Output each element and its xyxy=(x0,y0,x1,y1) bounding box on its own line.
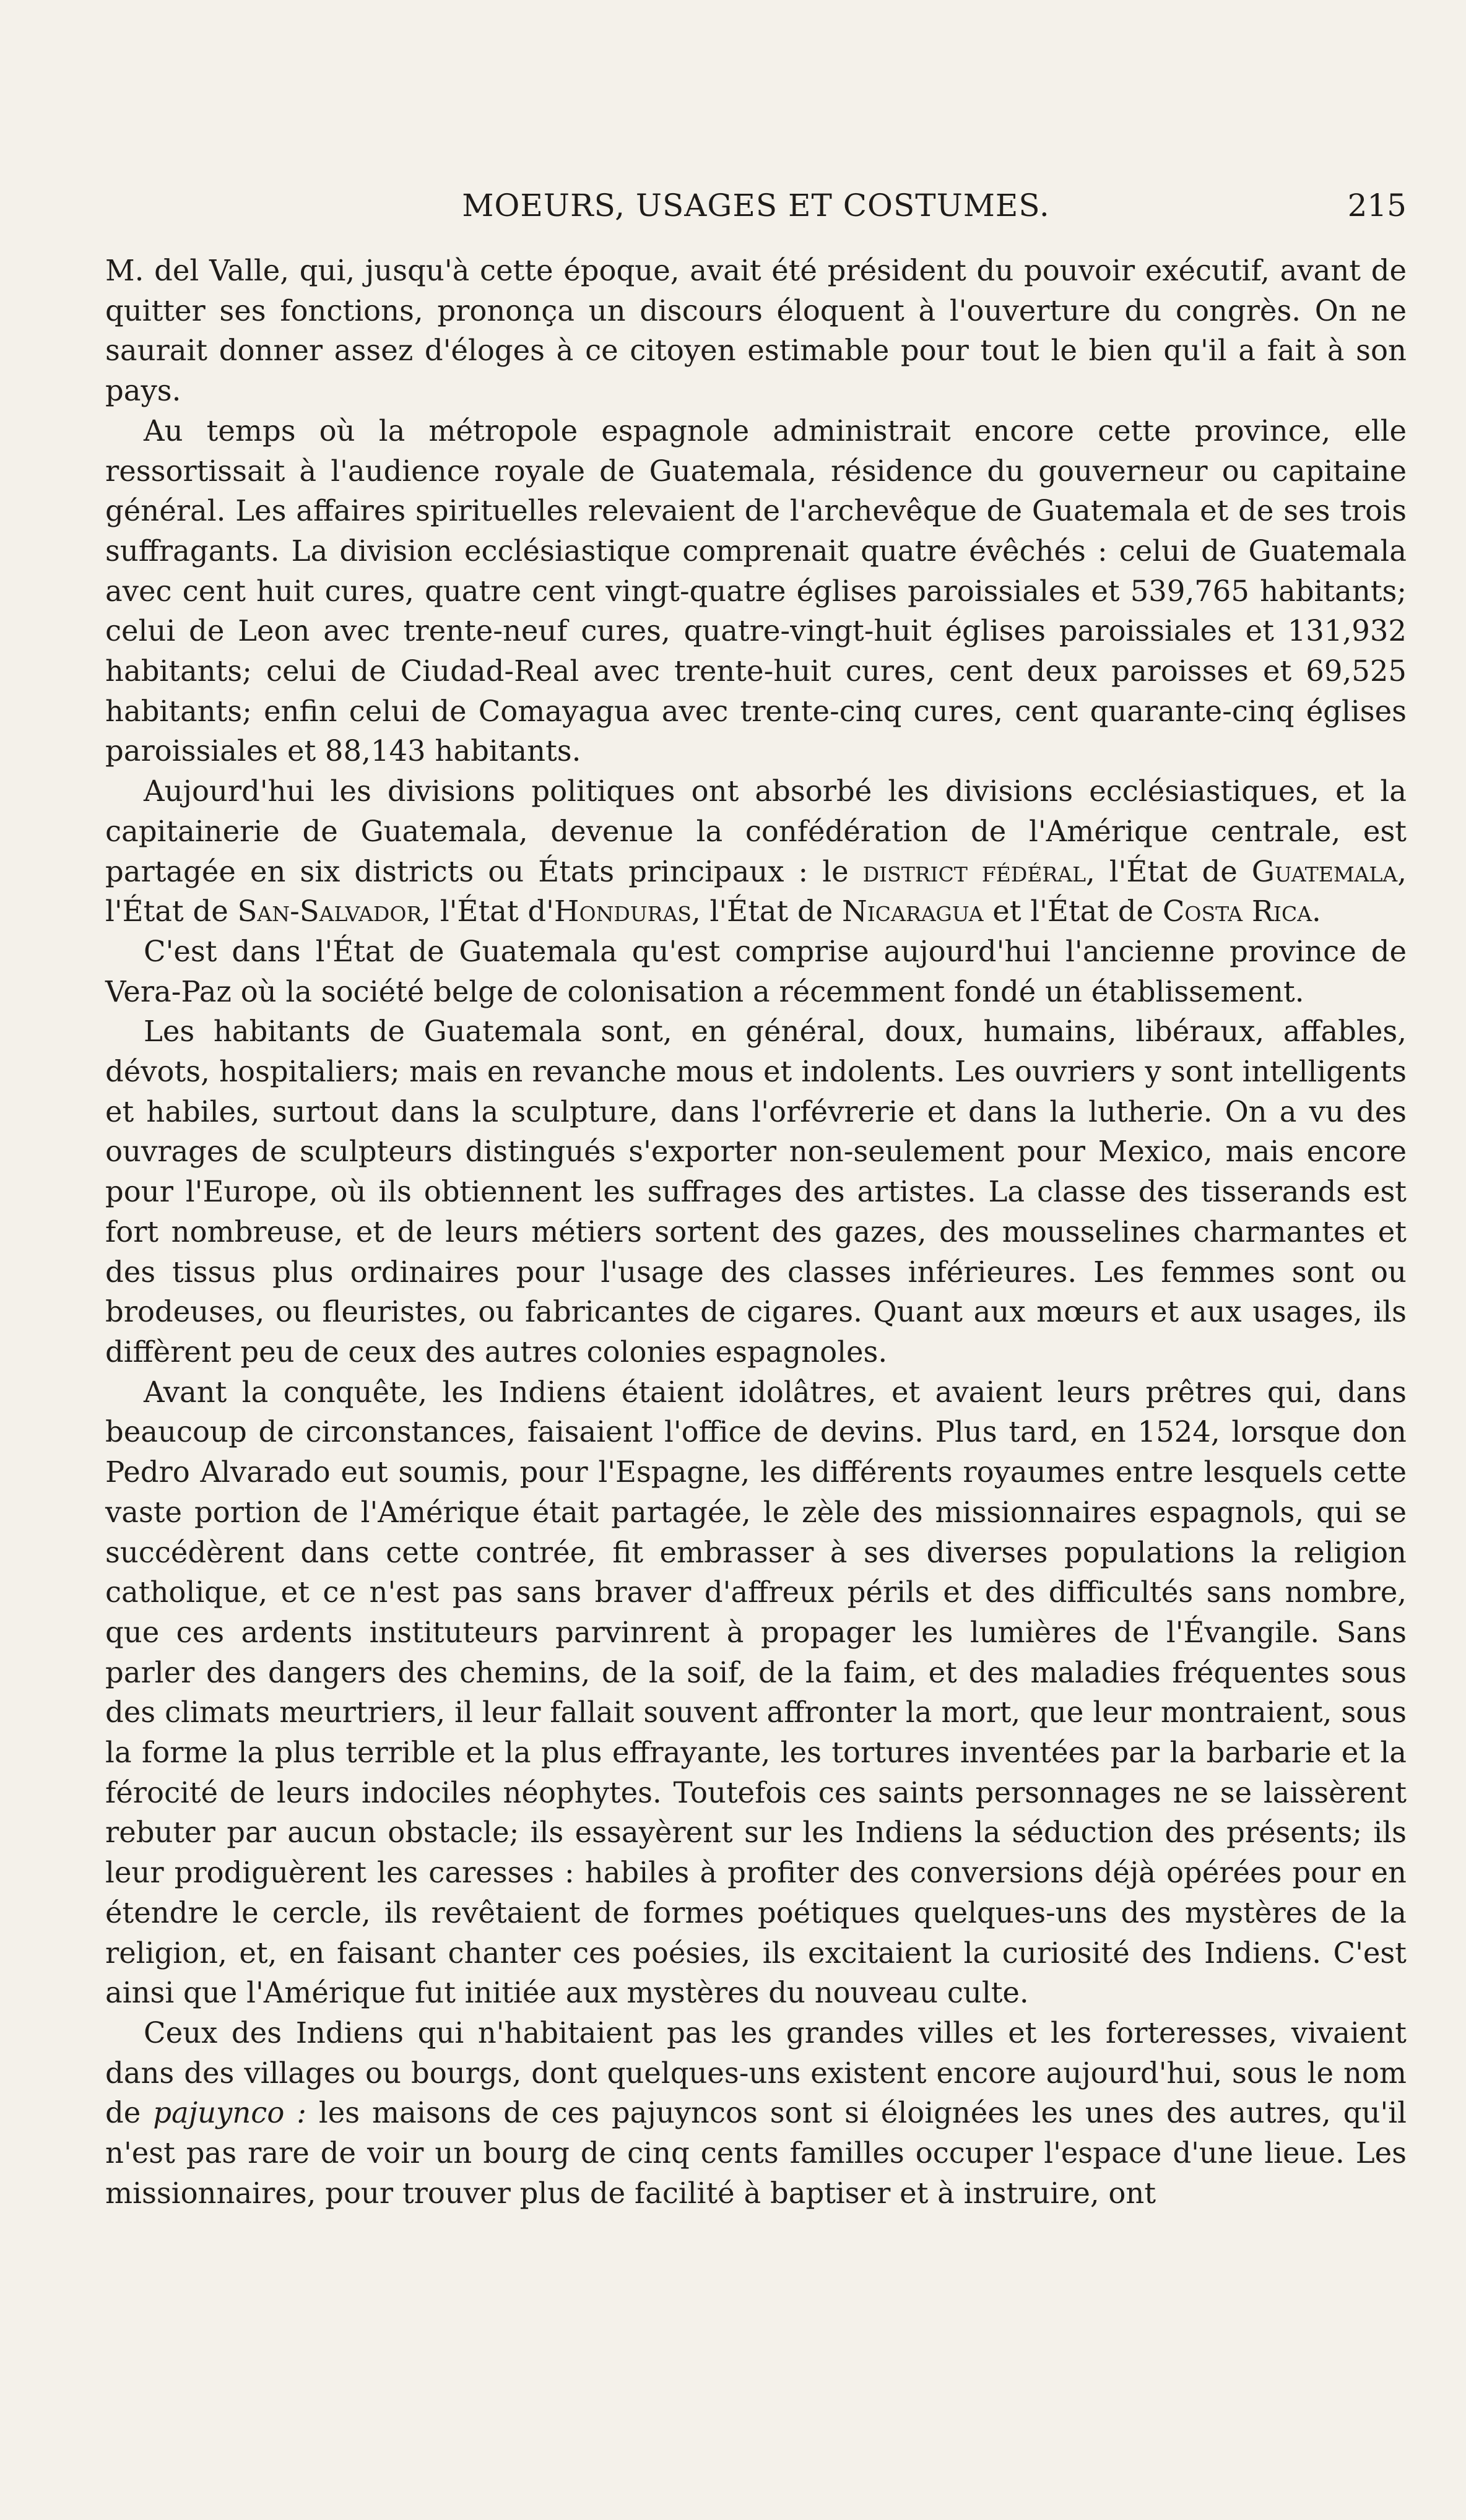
paragraph-2: Au temps où la métropole espagnole administrait encore cette province, elle ressortissait à l'audience royale de Guatemala, résidence du gouverneur ou capitaine général. Les affaires spirituelles relevaient de l'archevêque de Guatemala et de ses trois suffragants. La division ecclésiastique comprenait quatre évêchés : celui de Guatemala avec cent huit cures, quatre cent vingt-quatre églises paroissiales et 539,765 habitants; celui de Leon avec trente-neuf cures, quatre-vingt-huit églises paroissiales et 131,932 habitants; celui de Ciudad-Real avec trente-huit cures, cent deux paroisses et 69,525 habitants; enfin celui de Comayagua avec trente-cinq cures, cent quarante-cinq églises paroissiales et 88,143 habitants. xyxy=(105,414,1407,768)
page-header xyxy=(105,181,1407,230)
state-guatemala: Guatemala xyxy=(1251,854,1398,888)
paragraph-3-text: Aujourd'hui les divisions politiques ont absorbé les divisions ecclésiastiques, et la capitainerie de Guatemala, devenue la confédération de l'Amérique centrale, est partagée en six districts ou États principaux : le xyxy=(105,774,1407,888)
paragraph-3-sep-1: , l'État de xyxy=(1085,854,1252,888)
paragraph-3-sep-4: , l'État de xyxy=(691,894,843,929)
running-title: MOEURS, USAGES ET COSTUMES. xyxy=(462,188,1050,223)
page-number: 215 xyxy=(1347,188,1407,223)
paragraph-6: Avant la conquête, les Indiens étaient idolâtres, et avaient leurs prêtres qui, dans beaucoup de circonstances, faisaient l'office de devins. Plus tard, en 1524, lorsque don Pedro Alvarado eut soumis, pour l'Espagne, les différents royaumes entre lesquels cette vaste portion de l'Amérique était partagée, le zèle des missionnaires espagnols, qui se succédèrent dans cette contrée, fit embrasser à ses diverses populations la religion catholique, et ce n'est pas sans braver d'affreux périls et des difficultés sans nombre, que ces ardents instituteurs parvinrent à propager les lumières de l'Évangile. Sans parler des dangers des chemins, de la soif, de la faim, et des maladies fréquentes sous des climats meurtriers, il leur fallait souvent affronter la mort, que leur montraient, sous la forme la plus terrible et la plus effrayante, les tortures inventées par la barbarie et la férocité de leurs indociles néophytes. Toutefois ces saints personnages ne se laissèrent rebuter par aucun obstacle; ils essayèrent sur les Indiens la séduction des présents; ils leur prodiguèrent les caresses : habiles à profiter des conversions déjà opérées pour en étendre le cercle, ils revêtaient de formes poétiques quelques-uns des mystères de la religion, et, en faisant chanter ces poésies, ils excitaient la curiosité des Indiens. C'est ainsi que l'Amérique fut initiée aux mystères du nouveau culte. xyxy=(105,1375,1407,2010)
district-federal-term: district fédéral xyxy=(862,854,1086,888)
paragraph-4: C'est dans l'État de Guatemala qu'est comprise aujourd'hui l'ancienne province de Vera-Paz où la société belge de colonisation a récemment fondé un établissement. xyxy=(105,934,1407,1008)
state-honduras: Honduras xyxy=(553,894,692,929)
paragraph-7 xyxy=(105,2013,1407,2214)
paragraph-3-sep-2: , l'État de xyxy=(105,854,1407,929)
paragraph-5: Les habitants de Guatemala sont, en général, doux, humains, libéraux, affables, dévots, hospitaliers; mais en revanche mous et indolents. Les ouvriers y sont intelligents et habiles, surtout dans la sculpture, dans l'orfévrerie et dans la lutherie. On a vu des ouvrages de sculpteurs distingués s'exporter non-seulement pour Mexico, mais encore pour l'Europe, où ils obtiennent les suffrages des artistes. La classe des tisserands est fort nombreuse, et de leurs métiers sortent des gazes, des mousselines charmantes et des tissus plus ordinaires pour l'usage des classes inférieures. Les femmes sont ou brodeuses, ou fleuristes, ou fabricantes de cigares. Quant aux mœurs et aux usages, ils diffèrent peu de ceux des autres colonies espagnoles. xyxy=(105,1015,1407,1369)
paragraph-7-continuation: les maisons de ces pajuyncos sont si éloignées les unes des autres, qu'il n'est pas rare de voir un bourg de cinq cents familles occuper l'espace d'une lieue. Les missionnaires, pour trouver plus de facilité à baptiser et à instruire, ont xyxy=(105,2096,1407,2210)
body-text xyxy=(105,251,1407,2454)
pajuynco-term: pajuynco : xyxy=(153,2096,306,2130)
state-san-salvador: San-Salvador xyxy=(237,894,422,929)
state-costa-rica: Costa Rica xyxy=(1162,894,1312,929)
paragraph-3 xyxy=(105,771,1407,932)
paragraph-7-text: Ceux des Indiens qui n'habitaient pas les grandes villes et les forteresses, vivaient dans des villages ou bourgs, dont quelques-uns existent encore aujourd'hui, sous le nom de xyxy=(105,2016,1407,2130)
paragraph-3-sep-5: et l'État de xyxy=(983,894,1163,929)
paragraph-3-sep-3: , l'État d' xyxy=(422,894,554,929)
paragraph-1: M. del Valle, qui, jusqu'à cette époque, avait été président du pouvoir exécutif, avant de quitter ses fonctions, prononça un discours éloquent à l'ouverture du congrès. On ne saurait donner assez d'éloges à ce citoyen estimable pour tout le bien qu'il a fait à son pays. xyxy=(105,254,1407,408)
paragraph-3-end: . xyxy=(1312,894,1321,929)
state-nicaragua: Nicaragua xyxy=(842,894,984,929)
